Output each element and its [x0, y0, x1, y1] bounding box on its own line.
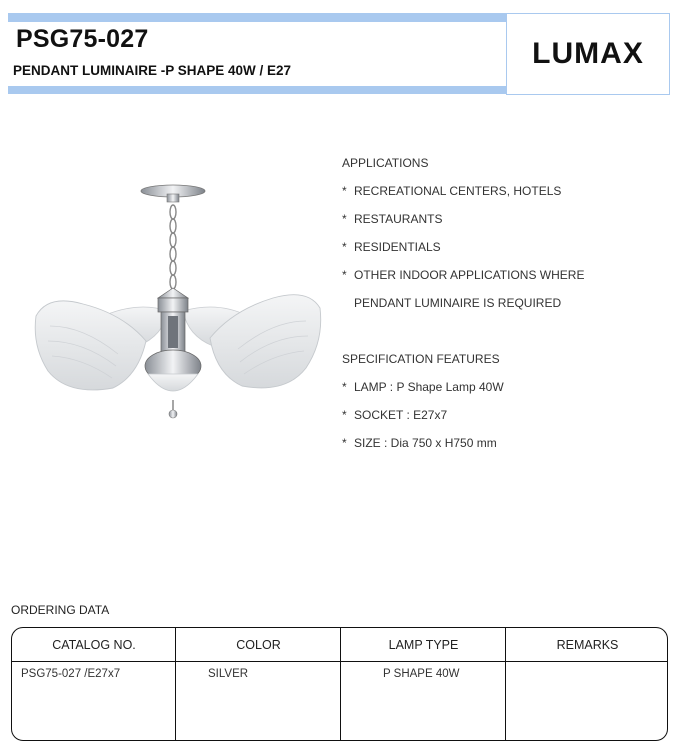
list-item: * LAMP : P Shape Lamp 40W	[342, 380, 504, 394]
model-number: PSG75-027	[16, 25, 149, 53]
column-divider	[340, 628, 341, 741]
specification-title: SPECIFICATION FEATURES	[342, 352, 500, 366]
column-divider	[505, 628, 506, 741]
header-top-bar	[8, 13, 506, 22]
list-item: * RECREATIONAL CENTERS, HOTELS	[342, 184, 562, 198]
column-divider	[175, 628, 176, 741]
list-item-continuation: PENDANT LUMINAIRE IS REQUIRED	[354, 296, 562, 310]
list-item: * RESIDENTIALS	[342, 240, 441, 254]
ordering-data-title: ORDERING DATA	[11, 603, 110, 617]
column-header-color: COLOR	[176, 628, 341, 662]
list-item: * OTHER INDOOR APPLICATIONS WHERE	[342, 268, 585, 282]
brand-logo-box	[506, 13, 670, 95]
header	[8, 13, 670, 95]
brand-logo: LUMAX	[532, 37, 644, 70]
column-header-catalog: CATALOG NO.	[12, 628, 176, 662]
ordering-table	[11, 627, 668, 741]
column-header-remarks: REMARKS	[506, 628, 668, 662]
list-item: * RESTAURANTS	[342, 212, 443, 226]
pendant-chandelier-icon	[28, 176, 328, 426]
title-block	[8, 13, 506, 95]
cell-lamp-type: P SHAPE 40W	[383, 668, 460, 680]
product-subtitle: PENDANT LUMINAIRE -P SHAPE 40W / E27	[13, 63, 292, 78]
header-bottom-bar	[8, 86, 506, 94]
cell-catalog: PSG75-027 /E27x7	[21, 668, 121, 680]
applications-title: APPLICATIONS	[342, 156, 429, 170]
list-item: * SIZE : Dia 750 x H750 mm	[342, 436, 497, 450]
column-header-lamp-type: LAMP TYPE	[341, 628, 506, 662]
list-item: * SOCKET : E27x7	[342, 408, 448, 422]
cell-color: SILVER	[208, 668, 249, 680]
